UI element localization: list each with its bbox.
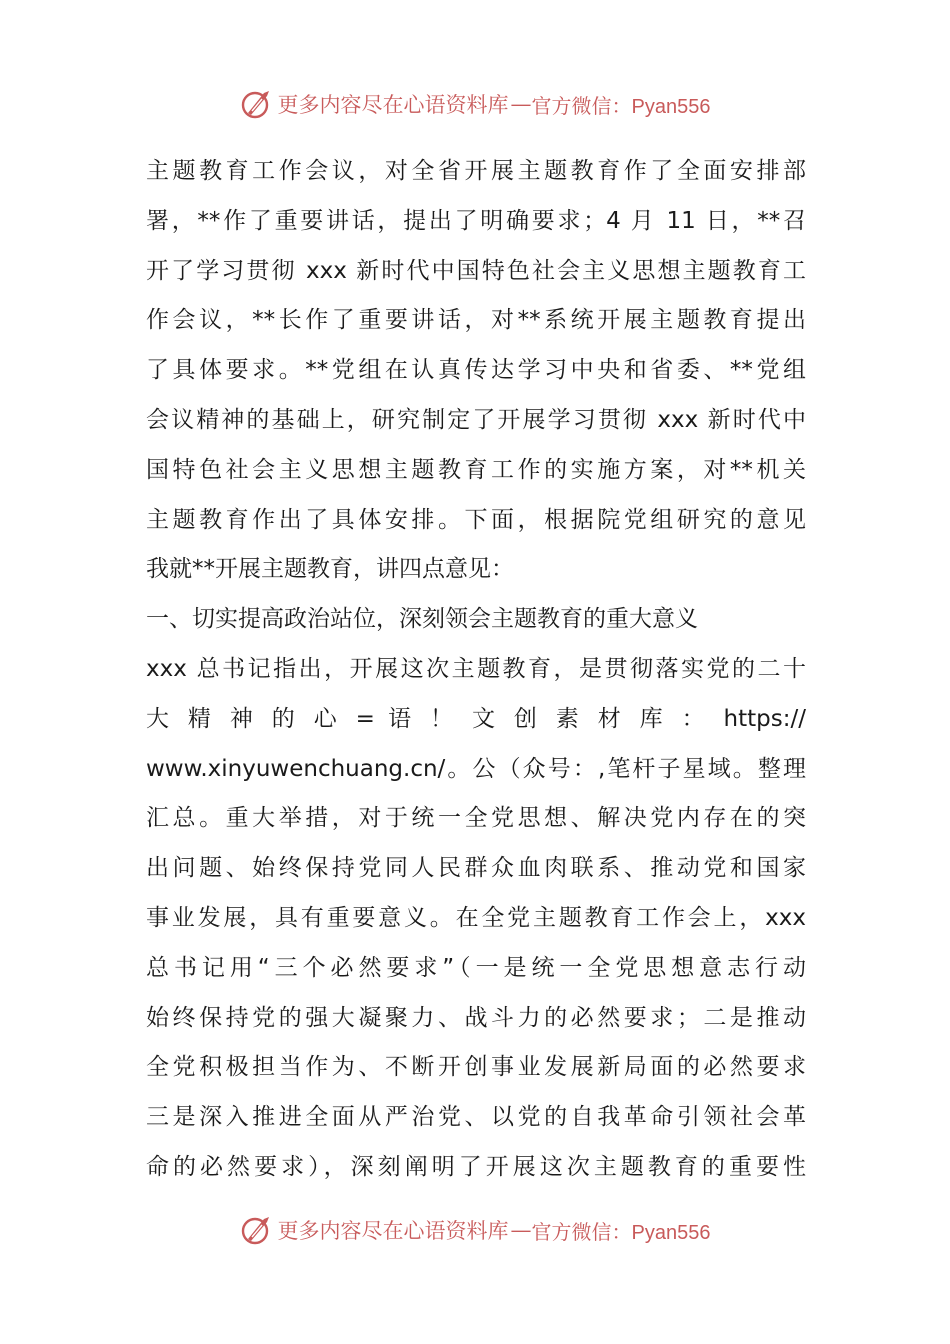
body-line: www.xinyuwenchuang.cn/。公（众号：,笔杆子星域。整理 [146,755,806,782]
body-line: 主题教育工作会议，对全省开展主题教育作了全面安排部 [146,158,806,184]
body-line: 会议精神的基础上，研究制定了开展学习贯彻 xxx 新时代中 [146,406,806,433]
watermark-separator: — [510,92,530,116]
body-line: 始终保持党的强大凝聚力、战斗力的必然要求；二是推动 [146,1004,806,1031]
body-line: 作会议，**长作了重要讲话，对**系统开展主题教育提出 [146,307,806,334]
watermark-wechat-text: 官方微信：Pyan556 [531,95,711,118]
body-line: 汇总。重大举措，对于统一全党思想、解决党内存在的突 [146,805,806,832]
section-heading: 一、切实提高政治站位，深刻领会主题教育的重大意义 [146,606,698,633]
body-line: 开了学习贯彻 xxx 新时代中国特色社会主义思想主题教育工 [146,257,806,284]
watermark-main-text: 更多内容尽在心语资料库 [277,93,509,117]
header-watermark [0,84,950,124]
body-line: xxx 总书记指出，开展这次主题教育，是贯彻落实党的二十 [146,655,806,682]
body-line: 全党积极担当作为、不断开创事业发展新局面的必然要求 [146,1054,806,1081]
body-line: 主题教育作出了具体安排。下面，根据院党组研究的意见 [146,506,806,533]
body-line: 事业发展，具有重要意义。在全党主题教育工作会上，xxx [146,904,806,931]
quill-logo-icon [240,87,274,121]
footer-watermark [0,1210,950,1250]
document-body [146,147,806,1193]
quill-logo-icon [240,1213,274,1247]
body-line: 署，**作了重要讲话，提出了明确要求；4 月 11 日，**召 [146,207,806,234]
watermark-main-text: 更多内容尽在心语资料库 [277,1219,509,1243]
watermark-wechat-text: 官方微信：Pyan556 [531,1221,711,1244]
body-line: 出问题、始终保持党同人民群众血肉联系、推动党和国家 [146,855,806,882]
watermark-separator: — [510,1218,530,1242]
body-line: 总书记用“三个必然要求”（一是统一全党思想意志行动 [146,954,806,981]
body-line: 国特色社会主义思想主题教育工作的实施方案，对**机关 [146,456,806,483]
body-line: 我就**开展主题教育，讲四点意见： [146,556,514,583]
body-line: 大 精 神 的 心 = 语 ！ 文 创 素 材 库 ： https:// [146,705,806,732]
body-line: 了具体要求。**党组在认真传达学习中央和省委、**党组 [146,357,806,384]
body-line: 命的必然要求），深刻阐明了开展这次主题教育的重要性 [146,1153,806,1180]
body-line: 三是深入推进全面从严治党、以党的自我革命引领社会革 [146,1104,806,1131]
